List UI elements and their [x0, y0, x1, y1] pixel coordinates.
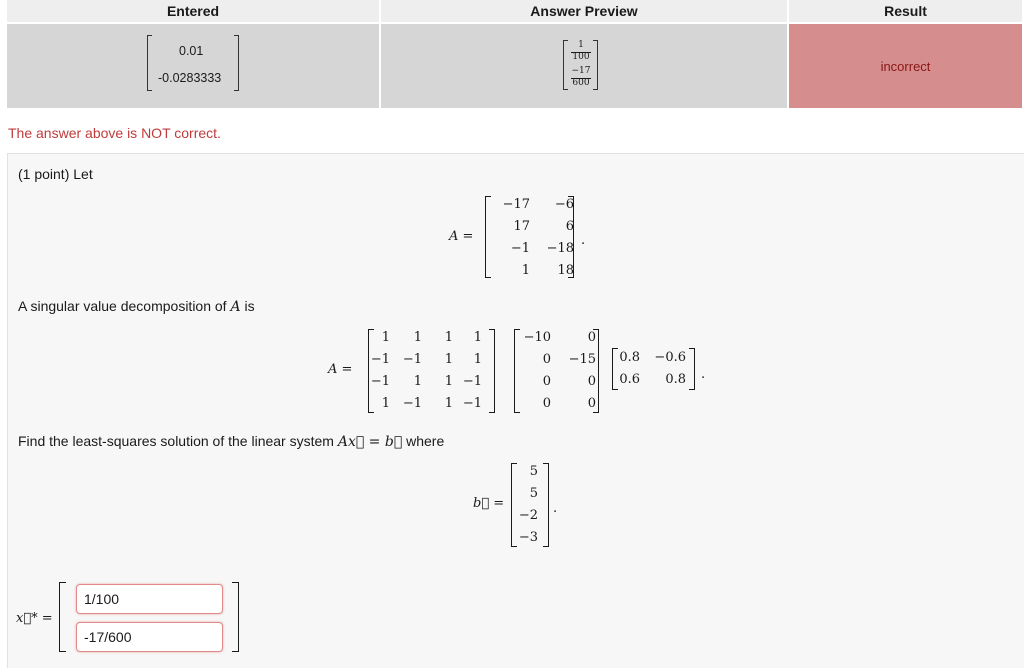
- answer-preview-cell: [381, 24, 789, 108]
- vector-b-entry-1: 5: [529, 464, 538, 479]
- results-table: [7, 0, 1024, 108]
- matrix-a-entry-r4-c1: 1: [521, 263, 530, 278]
- problem-panel: [7, 153, 1024, 668]
- matrix-sigma-entry-r3-c2: 0: [587, 374, 596, 389]
- matrix-u-entry-r3-c3: 1: [444, 374, 453, 389]
- matrix-u-entry-r2-c4: 1: [473, 352, 482, 367]
- matrix-sigma-entry-r4-c1: 0: [542, 396, 551, 411]
- answer-input-2[interactable]: [76, 622, 223, 652]
- matrix-u-entry-r4-c3: 1: [444, 396, 453, 411]
- problem-intro: (1 point) Let: [18, 166, 93, 182]
- matrix-a-entry-r3-c1: −1: [510, 241, 530, 256]
- matrix-a-entry-r3-c2: −18: [546, 241, 574, 256]
- matrix-a-entry-r1-c1: −17: [502, 197, 530, 212]
- matrix-u-entry-r4-c1: 1: [381, 396, 390, 411]
- task-text: Find the least-squares solution of the linear system Ax⃗ = b⃗ where: [18, 433, 445, 450]
- answer-preview-header: Answer Preview: [381, 0, 789, 22]
- preview-bracket-right: [593, 40, 598, 90]
- preview-fraction-1-numerator: 1: [578, 40, 584, 50]
- vector-b-bracket-right: [543, 463, 549, 547]
- entered-bracket-right: [234, 35, 239, 91]
- matrix-u-entry-r3-c2: 1: [413, 374, 422, 389]
- matrix-u-entry-r1-c3: 1: [444, 330, 453, 345]
- matrix-u-entry-r3-c1: −1: [370, 374, 390, 389]
- answer-bracket-left: [59, 582, 66, 652]
- vector-b-terminator: .: [553, 501, 558, 516]
- result-status-badge: incorrect: [880, 59, 931, 74]
- preview-fraction-1-denominator: 100: [572, 52, 590, 62]
- matrix-sigma-entry-r1-c2: 0: [587, 330, 596, 345]
- matrix-sigma-entry-r2-c2: −15: [568, 352, 596, 367]
- preview-fraction-2-denominator: 600: [572, 78, 590, 88]
- matrix-a-label: A =: [449, 229, 474, 244]
- vector-b-entry-4: −3: [518, 530, 538, 545]
- matrix-a-entry-r2-c1: 17: [513, 219, 530, 234]
- u-bracket-right: [489, 329, 495, 413]
- feedback-message: The answer above is NOT correct.: [8, 125, 221, 141]
- matrix-sigma-entry-r2-c1: 0: [542, 352, 551, 367]
- matrix-a-entry-r1-c2: −6: [554, 197, 574, 212]
- v-bracket-right: [689, 348, 695, 390]
- answer-input-1[interactable]: [76, 584, 223, 614]
- svd-label: A =: [328, 362, 353, 377]
- matrix-sigma-entry-r1-c1: −10: [523, 330, 551, 345]
- matrix-u-entry-r3-c4: −1: [462, 374, 482, 389]
- matrix-u-entry-r2-c1: −1: [370, 352, 390, 367]
- preview-fraction-2-numerator: −17: [571, 66, 591, 76]
- matrix-u-entry-r1-c4: 1: [473, 330, 482, 345]
- matrix-u-entry-r4-c4: −1: [462, 396, 482, 411]
- matrix-u-entry-r2-c2: −1: [402, 352, 422, 367]
- matrix-v-entry-r1-c2: −0.6: [654, 350, 686, 365]
- entered-value-2: -0.0283333: [158, 71, 222, 85]
- preview-bracket-left: [563, 40, 568, 90]
- entered-bracket-left: [147, 35, 152, 91]
- matrix-sigma-entry-r3-c1: 0: [542, 374, 551, 389]
- svd-intro: A singular value decomposition of A is: [18, 298, 255, 315]
- matrix-u-entry-r1-c2: 1: [413, 330, 422, 345]
- answer-label: x⃗* =: [16, 611, 53, 626]
- matrix-a-entry-r4-c2: 18: [557, 263, 574, 278]
- matrix-sigma-entry-r4-c2: 0: [587, 396, 596, 411]
- vector-b-label: b⃗ =: [473, 496, 505, 511]
- matrix-v-entry-r2-c1: 0.6: [619, 372, 640, 387]
- matrix-a-terminator: .: [581, 233, 586, 248]
- matrix-u-entry-r2-c3: 1: [444, 352, 453, 367]
- entered-header: Entered: [7, 0, 381, 22]
- answer-bracket-right: [232, 582, 239, 652]
- vector-b-entry-3: −2: [518, 508, 538, 523]
- entered-value-1: 0.01: [179, 44, 204, 58]
- svd-terminator: .: [701, 367, 706, 382]
- vector-b-entry-2: 5: [529, 486, 538, 501]
- matrix-u-entry-r4-c2: −1: [402, 396, 422, 411]
- result-cell: [789, 24, 1024, 108]
- matrix-a-entry-r2-c2: 6: [565, 219, 574, 234]
- entered-cell: [7, 24, 381, 108]
- result-header: Result: [789, 0, 1024, 22]
- matrix-v-entry-r2-c2: 0.8: [665, 372, 686, 387]
- matrix-u-entry-r1-c1: 1: [381, 330, 390, 345]
- matrix-v-entry-r1-c1: 0.8: [619, 350, 640, 365]
